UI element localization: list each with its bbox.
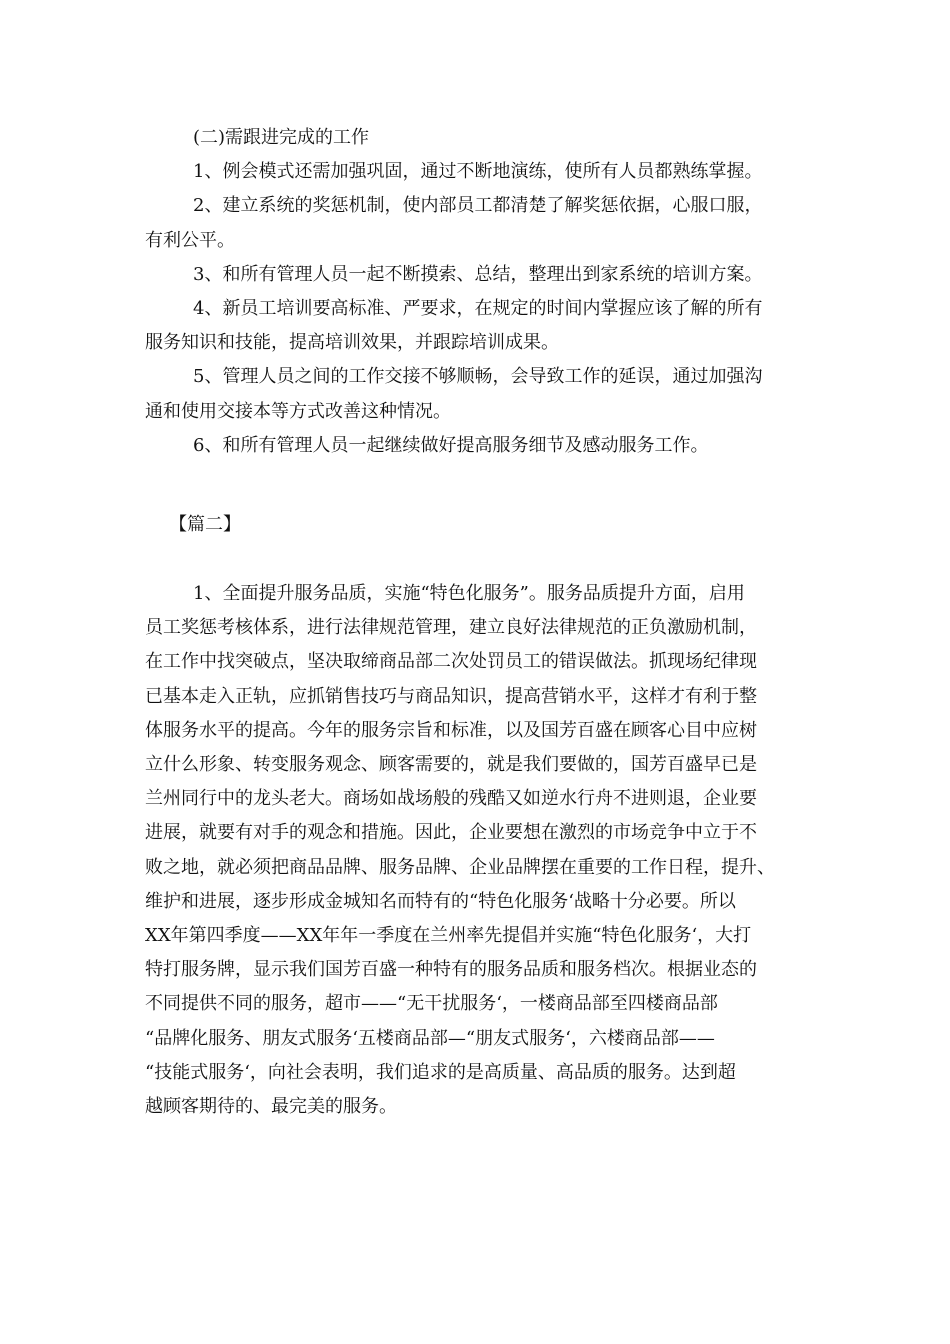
paragraph-line: 立什么形象、转变服务观念、顾客需要的，就是我们要做的，国芳百盛早已是 [145,754,757,776]
paragraph-line: 不同提供不同的服务，超市——“无干扰服务‘，一楼商品部至四楼商品部 [145,993,718,1015]
paragraph-line: 6、和所有管理人员一起继续做好提高服务细节及感动服务工作。 [193,434,709,456]
list-item [145,155,805,189]
paragraph-line: 在工作中找突破点，坚决取缔商品部二次处罚员工的错误做法。抓现场纪律现 [145,651,757,673]
paragraph-line: 1、全面提升服务品质，实施“特色化服务”。服务品质提升方面，启用 [193,583,745,604]
part-two-title-block [145,508,805,542]
paragraph-line: 有利公平。 [145,229,235,251]
paragraph-line: “技能式服务‘，向社会表明，我们追求的是高质量、高品质的服务。达到超 [145,1061,736,1083]
part-two-body [145,577,805,1124]
paragraph-line: 兰州同行中的龙头老大。商场如战场般的残酷又如逆水行舟不进则退，企业要 [145,788,757,810]
list-item [145,189,805,257]
paragraph-line: 员工奖惩考核体系，进行法律规范管理，建立良好法律规范的正负激励机制， [145,617,757,639]
paragraph-line: “品牌化服务、朋友式服务‘五楼商品部—“朋友式服务‘，六楼商品部—— [145,1027,715,1049]
paragraph-line: 1、例会模式还需加强巩固，通过不断地演练，使所有人员都熟练掌握。 [193,161,763,183]
paragraph-line: 服务知识和技能，提高培训效果，并跟踪培训成果。 [145,332,559,354]
list-item [145,258,805,292]
paragraph-line: 4、新员工培训要高标准、严要求，在规定的时间内掌握应该了解的所有 [193,298,763,320]
paragraph-line: 进展，就要有对手的观念和措施。因此，企业要想在激烈的市场竞争中立于不 [145,822,757,844]
paragraph-line: XX年第四季度——XX年年一季度在兰州率先提倡并实施“特色化服务‘，大打 [145,925,752,947]
paragraph-line: 2、建立系统的奖惩机制，使内部员工都清楚了解奖惩依据，心服口服， [193,195,763,217]
paragraph-line: 特打服务牌，显示我们国芳百盛一种特有的服务品质和服务档次。根据业态的 [145,959,757,981]
paragraph-line: 维护和进展，逐步形成金城知名而特有的“特色化服务‘战略十分必要。所以 [145,890,736,912]
follow-up-work-section [145,121,805,463]
paragraph-line: 败之地，就必须把商品品牌、服务品牌、企业品牌摆在重要的工作日程，提升、 [145,856,775,878]
paragraph-line: 5、管理人员之间的工作交接不够顺畅，会导致工作的延误，通过加强沟 [193,366,763,388]
paragraph-line: 通和使用交接本等方式改善这种情况。 [145,400,451,422]
list-item [145,429,805,463]
part-title: 【篇二】 [169,514,241,535]
paragraph-line: 已基本走入正轨，应抓销售技巧与商品知识，提高营销水平，这样才有利于整 [145,685,757,707]
list-item [145,360,805,428]
list-item [145,292,805,360]
paragraph-line: 越顾客期待的、最完美的服务。 [145,1096,397,1118]
paragraph-line: 3、和所有管理人员一起不断摸索、总结，整理出到家系统的培训方案。 [193,263,763,285]
paragraph-line: 体服务水平的提高。今年的服务宗旨和标准，以及国芳百盛在顾客心目中应树 [145,719,757,741]
section-heading: (二)需跟进完成的工作 [193,127,370,148]
